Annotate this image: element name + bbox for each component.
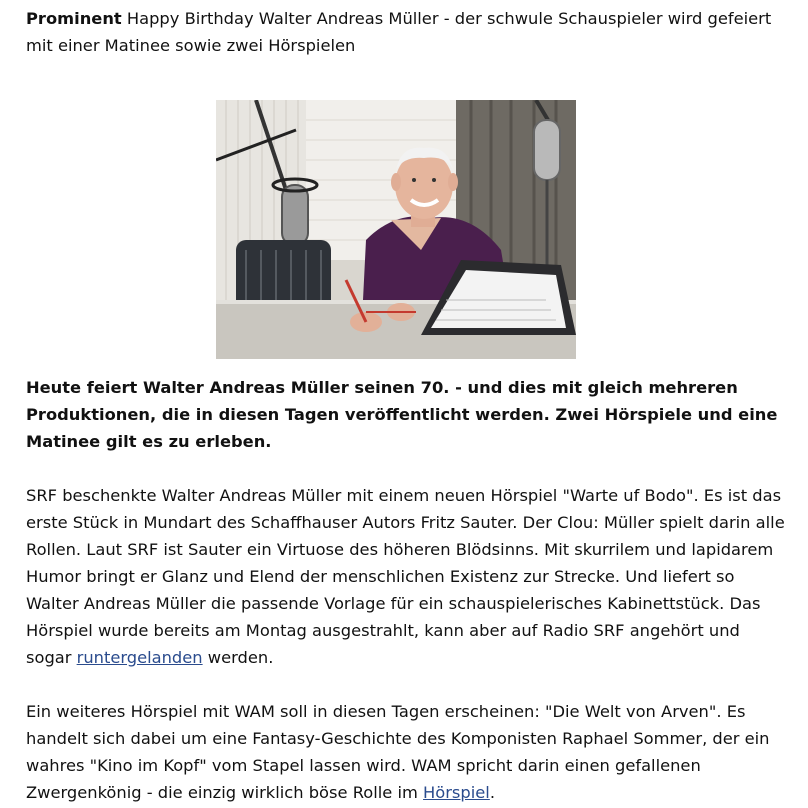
teaser-text: Happy Birthday Walter Andreas Müller - der schwule Schauspieler wird gefeiert mit einer Matinee sowie zwei Hörspielen — [26, 9, 772, 55]
runtergelanden-link[interactable]: runtergelanden — [76, 648, 203, 667]
teaser-kicker: Prominent — [26, 9, 122, 28]
paragraph-1-text: SRF beschenkte Walter Andreas Müller mit einem neuen Hörspiel "Warte uf Bodo". Es ist das erste Stück in Mundart des Schaffhauser Autors Fritz Sauter. Der Clou: Müller spielt darin alle Rollen. Laut SRF ist Sauter ein Virtuose des höheren Blödsinns. Mit skurrilem und lapidarem Humor bringt er Glanz und Elend der menschlichen Existenz zur Strecke. Und liefert so Walter Andreas Müller die passende Vorlage für ein schauspielerisches Kabinettstück. Das Hörspiel wurde bereits am Montag ausgestrahlt, kann aber auf Radio SRF angehört und sogar — [26, 486, 785, 667]
paragraph-1-text-end: werden. — [202, 648, 274, 667]
article-lead: Heute feiert Walter Andreas Müller seinen 70. - und dies mit gleich mehreren Produktionen, die in diesen Tagen veröffentlicht werden. Zwei Hörspiele und eine Matinee gilt es zu erleben. — [26, 378, 778, 451]
paragraph-2-text-end: . — [489, 783, 495, 802]
studio-photo-icon — [216, 100, 576, 359]
paragraph-2 — [26, 698, 786, 806]
teaser — [26, 5, 786, 59]
paragraph-1 — [26, 482, 786, 671]
hoerspiel-link[interactable]: Hörspiel — [423, 783, 490, 802]
paragraph-2-text: Ein weiteres Hörspiel mit WAM soll in diesen Tagen erscheinen: "Die Welt von Arven". Es handelt sich dabei um eine Fantasy-Geschichte des Komponisten Raphael Sommer, der ein wahres "Kino im Kopf" vom Stapel lassen wird. WAM spricht darin einen gefallenen Zwergenkönig - die einzig wirklich böse Rolle im — [26, 702, 770, 802]
